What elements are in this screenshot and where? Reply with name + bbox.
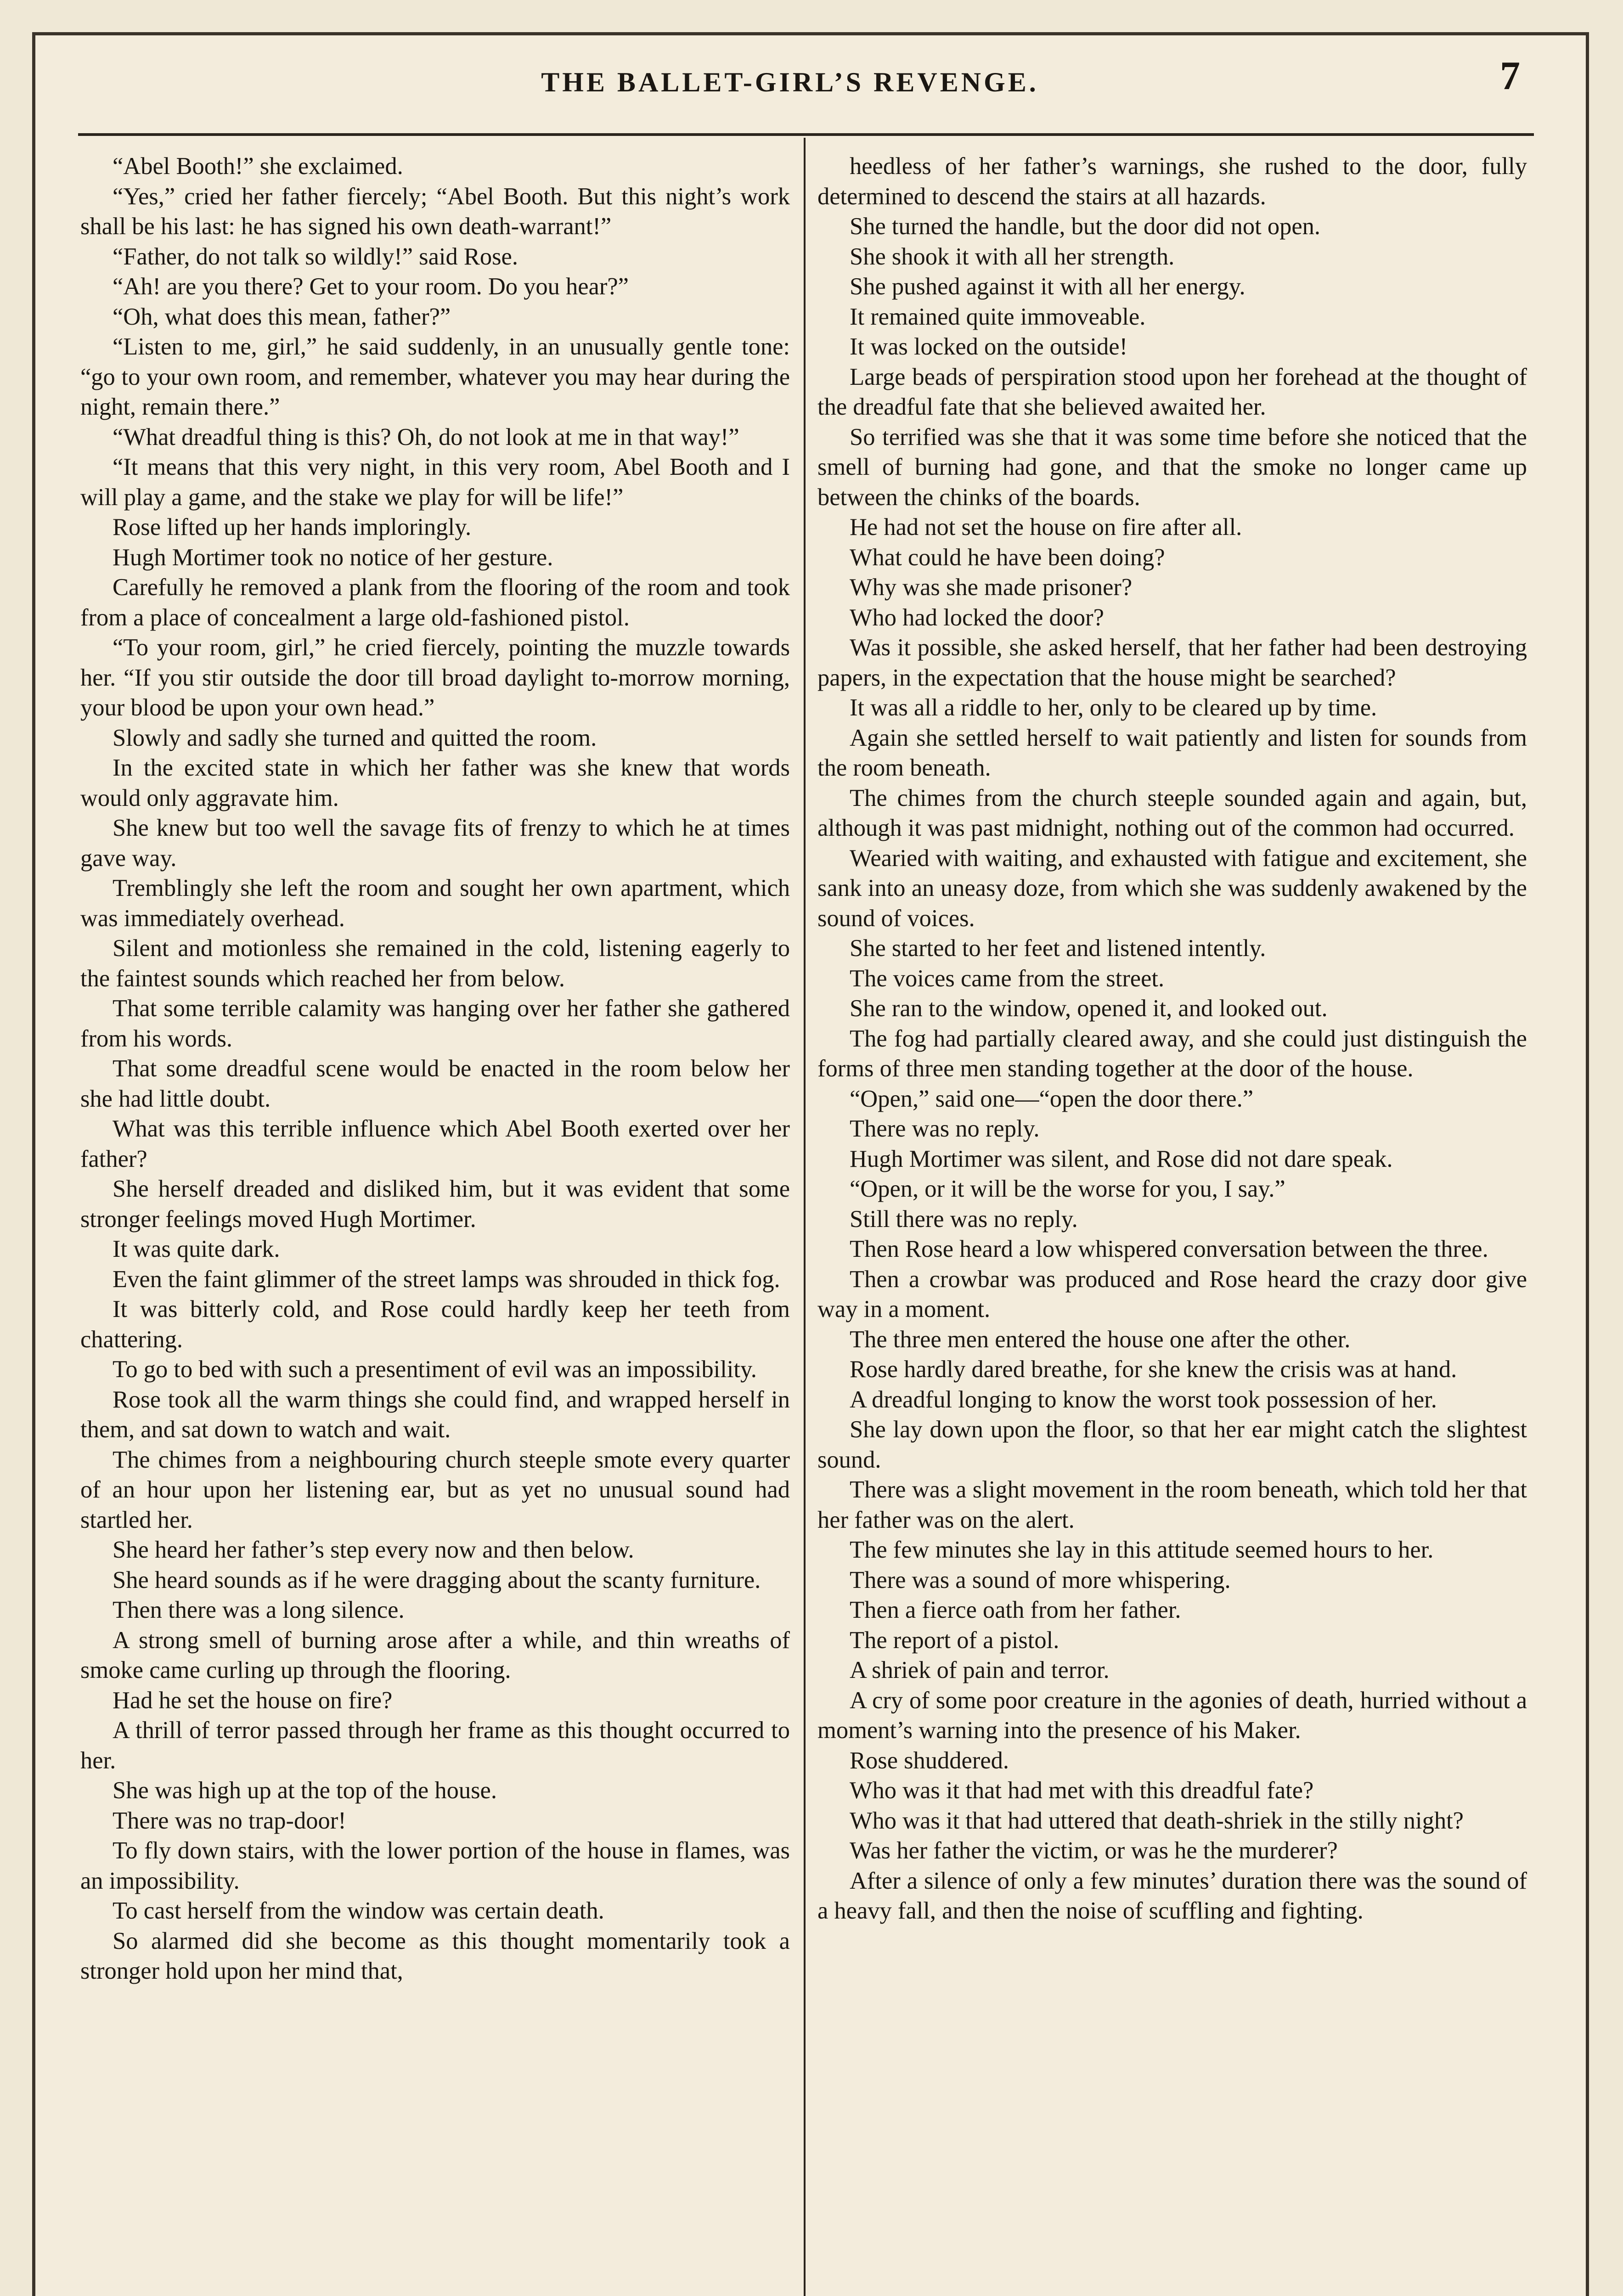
paragraph: The chimes from a neighbouring church steeple smote every quarter of an hour upon her listening ear, but as yet no unusual sound had startled her. [80,1446,790,1533]
paragraph: Large beads of perspiration stood upon her forehead at the thought of the dreadful fate that she believed awaited her. [817,363,1527,420]
paragraph: “To your room, girl,” he cried fiercely, pointing the muzzle towards her. “If you stir outside the door till broad daylight to-morrow morning, your blood be upon your own head.” [80,634,790,721]
header-rule [78,133,1534,136]
paragraph: The three men entered the house one after the other. [850,1326,1351,1353]
paragraph: “Abel Booth!” she exclaimed. [113,153,403,180]
paragraph: That some dreadful scene would be enacted in the room below her she had little doubt. [80,1055,790,1112]
paragraph: Hugh Mortimer took no notice of her gesture. [113,544,553,571]
paragraph: “Oh, what does this mean, father?” [113,303,451,330]
paragraph: A thrill of terror passed through her frame as this thought occurred to her. [80,1717,790,1774]
paragraph: Who was it that had uttered that death-shriek in the stilly night? [850,1807,1464,1834]
paragraph: Had he set the house on fire? [113,1687,393,1714]
paragraph: She turned the handle, but the door did not open. [850,213,1321,240]
paragraph: To fly down stairs, with the lower portion of the house in flames, was an impossibility. [80,1837,790,1894]
paragraph: That some terrible calamity was hanging over her father she gathered from his words. [80,995,790,1052]
column-divider [804,138,806,2296]
paragraph: Why was she made prisoner? [850,574,1133,601]
paragraph: Still there was no reply. [850,1205,1078,1232]
paragraph: Carefully he removed a plank from the flooring of the room and took from a place of concealment a large old-fashioned pistol. [80,574,790,631]
paragraph: It was all a riddle to her, only to be cleared up by time. [850,694,1377,721]
paragraph: Rose took all the warm things she could find, and wrapped herself in them, and sat down to watch and wait. [80,1386,790,1443]
paragraph: Rose lifted up her hands imploringly. [113,514,472,540]
paragraph: “Listen to me, girl,” he said suddenly, in an unusually gentle tone: “go to your own room, and remember, whatever you may hear during the night, remain there.” [80,333,790,420]
paragraph: The report of a pistol. [850,1626,1059,1654]
paragraph: Tremblingly she left the room and sought her own apartment, which was immediately overhead. [80,875,790,932]
paragraph: It was locked on the outside! [850,333,1128,360]
paragraph: The fog had partially cleared away, and she could just distinguish the forms of three men standing together at the door of the house. [817,1025,1527,1082]
paragraph: There was a sound of more whispering. [850,1566,1231,1593]
paragraph: Rose shuddered. [850,1747,1009,1774]
paragraph: She herself dreaded and disliked him, but it was evident that some stronger feelings moved Hugh Mortimer. [80,1176,790,1232]
paragraph: What could he have been doing? [850,544,1165,571]
paragraph: “What dreadful thing is this? Oh, do not look at me in that way!” [113,423,739,450]
paragraph: There was a slight movement in the room beneath, which told her that her father was on the alert. [817,1476,1527,1533]
paragraph: She ran to the window, opened it, and looked out. [850,995,1328,1022]
left-text-column [80,152,790,2296]
paragraph: Wearied with waiting, and exhausted with fatigue and excitement, she sank into an uneasy doze, from which she was suddenly awakened by the sound of voices. [817,844,1527,932]
paragraph: She heard sounds as if he were dragging about the scanty furniture. [113,1566,761,1593]
paragraph: “Father, do not talk so wildly!” said Rose. [113,243,518,270]
paragraph: It remained quite immoveable. [850,303,1146,330]
paragraph: Then a fierce oath from her father. [850,1597,1181,1623]
paragraph: Hugh Mortimer was silent, and Rose did not dare speak. [850,1145,1393,1172]
paragraph: Even the faint glimmer of the street lamps was shrouded in thick fog. [113,1266,780,1293]
paragraph: So terrified was she that it was some time before she noticed that the smell of burning had gone, and that the smoke no longer came up between the chinks of the boards. [817,423,1527,511]
paragraph: It was bitterly cold, and Rose could hardly keep her teeth from chattering. [80,1296,790,1353]
paragraph: She pushed against it with all her energy. [850,273,1245,300]
paragraph: heedless of her father’s warnings, she rushed to the door, fully determined to descend the stairs at all hazards. [817,153,1527,210]
paragraph: Slowly and sadly she turned and quitted the room. [113,724,597,751]
paragraph: So alarmed did she become as this thought momentarily took a stronger hold upon her mind that, [80,1927,790,1984]
paragraph: “Ah! are you there? Get to your room. Do you hear?” [113,273,629,300]
paragraph: Then a crowbar was produced and Rose heard the crazy door give way in a moment. [817,1266,1527,1322]
paragraph: Was her father the victim, or was he the murderer? [850,1837,1338,1864]
paragraph: The chimes from the church steeple sounded again and again, but, although it was past midnight, nothing out of the common had occurred. [817,784,1527,841]
paragraph: Again she settled herself to wait patiently and listen for sounds from the room beneath. [817,724,1527,781]
paragraph: To cast herself from the window was certain death. [113,1897,604,1924]
paragraph: She shook it with all her strength. [850,243,1175,270]
paragraph: There was no trap-door! [113,1807,346,1834]
paragraph: The voices came from the street. [850,965,1165,992]
paragraph: What was this terrible influence which Abel Booth exerted over her father? [80,1115,790,1172]
paragraph: A strong smell of burning arose after a while, and thin wreaths of smoke came curling up through the flooring. [80,1626,790,1683]
paragraph: There was no reply. [850,1115,1040,1142]
page-number: 7 [1500,54,1520,98]
paragraph: After a silence of only a few minutes’ duration there was the sound of a heavy fall, and then the noise of scuffling and fighting. [817,1867,1527,1924]
paragraph: A shriek of pain and terror. [850,1657,1110,1683]
paragraph: A dreadful longing to know the worst took possession of her. [850,1386,1437,1413]
paragraph: “Open,” said one—“open the door there.” [850,1085,1254,1112]
paragraph: He had not set the house on fire after all. [850,514,1242,540]
paragraph: Was it possible, she asked herself, that her father had been destroying papers, in the expectation that the house might be searched? [817,634,1527,691]
paragraph: The few minutes she lay in this attitude seemed hours to her. [850,1536,1434,1563]
paragraph: She was high up at the top of the house. [113,1777,497,1804]
paragraph: Then Rose heard a low whispered conversation between the three. [850,1236,1488,1262]
paragraph: “Yes,” cried her father fiercely; “Abel Booth. But this night’s work shall be his last: he has signed his own death-warrant!” [80,183,790,240]
paragraph: Who was it that had met with this dreadful fate? [850,1777,1314,1804]
paragraph: It was quite dark. [113,1236,280,1262]
paragraph: She heard her father’s step every now and then below. [113,1536,634,1563]
page-header [51,48,1529,117]
paragraph: “Open, or it will be the worse for you, I say.” [850,1176,1285,1202]
running-title: THE BALLET-GIRL’S REVENGE. [541,67,1039,97]
right-text-column [817,152,1527,2296]
paragraph: To go to bed with such a presentiment of evil was an impossibility. [113,1356,757,1383]
paragraph: She started to her feet and listened intently. [850,935,1266,962]
paragraph: A cry of some poor creature in the agonies of death, hurried without a moment’s warning into the presence of his Maker. [817,1687,1527,1744]
paragraph: Then there was a long silence. [113,1597,405,1623]
paragraph: She lay down upon the floor, so that her ear might catch the slightest sound. [817,1416,1527,1473]
paragraph: She knew but too well the savage fits of frenzy to which he at times gave way. [80,815,790,872]
paragraph: Silent and motionless she remained in the cold, listening eagerly to the faintest sounds which reached her from below. [80,935,790,992]
paragraph: Rose hardly dared breathe, for she knew the crisis was at hand. [850,1356,1457,1383]
paragraph: “It means that this very night, in this very room, Abel Booth and I will play a game, and the stake we play for will be life!” [80,454,790,511]
paragraph: In the excited state in which her father was she knew that words would only aggravate him. [80,754,790,811]
paragraph: Who had locked the door? [850,604,1104,631]
